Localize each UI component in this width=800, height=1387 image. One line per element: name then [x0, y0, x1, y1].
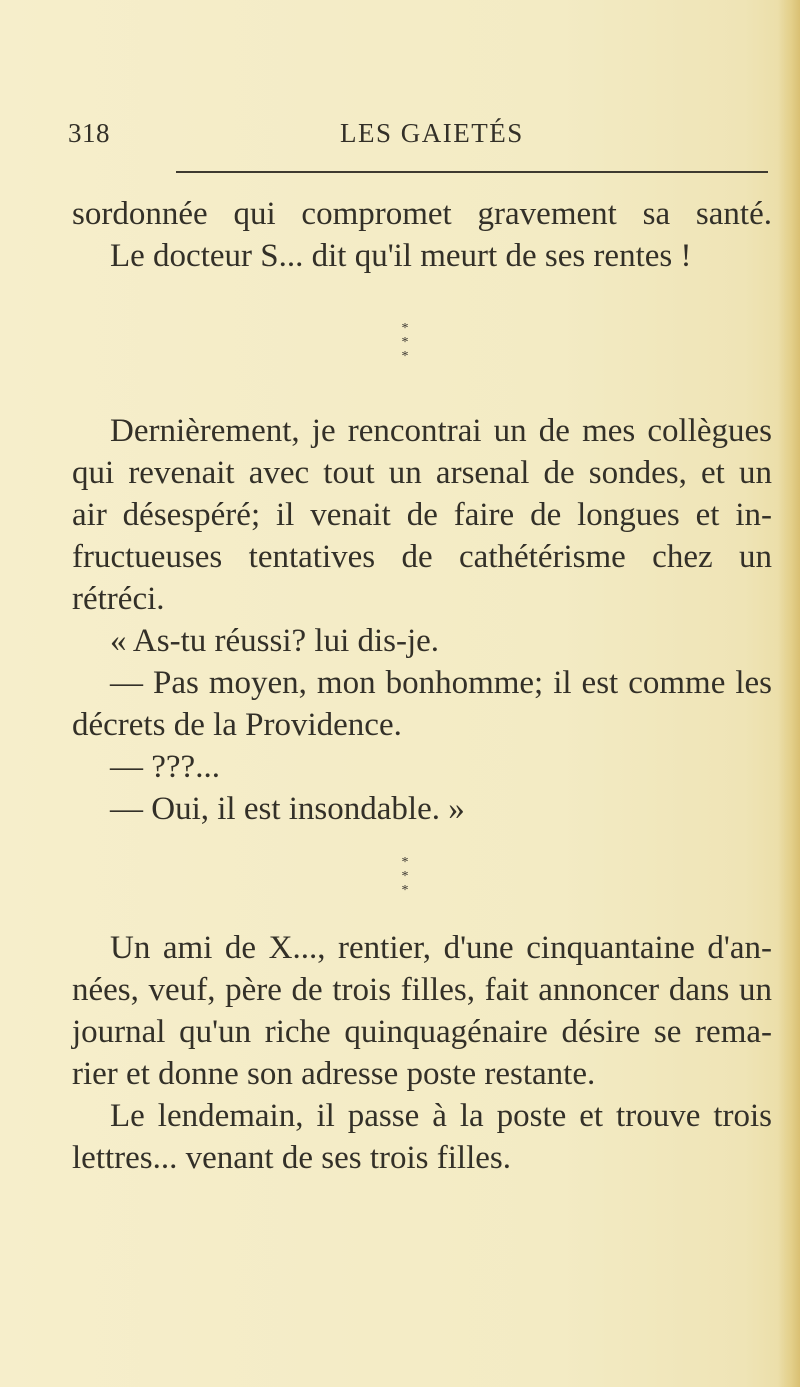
text-line: sordonnée qui compromet gravement sa santé. [72, 196, 772, 232]
paragraph-1 [72, 193, 772, 277]
text-line: Le docteur S... dit qu'il meurt de ses rentes ! [110, 238, 692, 274]
text-line: Dernièrement, je rencontrai un de mes collègues [110, 413, 772, 449]
asterism-separator [380, 322, 430, 364]
text-line: air désespéré; il venait de faire de longues et in- [72, 497, 772, 533]
text-line: journal qu'un riche quinquagénaire désire se rema- [72, 1014, 772, 1050]
text-line: décrets de la Providence. [72, 707, 402, 743]
text-line: — Oui, il est insondable. » [110, 791, 465, 827]
text-line: lettres... venant de ses trois filles. [72, 1140, 511, 1176]
text-line: Un ami de X..., rentier, d'une cinquantaine d'an- [110, 930, 772, 966]
paragraph-3 [72, 927, 772, 1179]
text-line: fructueuses tentatives de cathétérisme chez un [72, 539, 772, 575]
paragraph-2 [72, 410, 772, 830]
text-line: nées, veuf, père de trois filles, fait annoncer dans un [72, 972, 772, 1008]
asterism-top-star: * [401, 321, 409, 336]
asterism-bottom-stars: * * [401, 335, 421, 364]
text-line: rier et donne son adresse poste restante. [72, 1056, 596, 1092]
asterism-separator [380, 856, 430, 898]
text-line: — ???... [110, 749, 220, 785]
text-line: Le lendemain, il passe à la poste et trouve trois [110, 1098, 772, 1134]
running-title: LES GAIETÉS [340, 118, 524, 148]
page-header [68, 118, 768, 158]
page-edge-shadow [778, 0, 800, 1387]
text-line: « As-tu réussi? lui dis-je. [110, 623, 440, 659]
asterism-top-star: * [401, 855, 409, 870]
text-line: — Pas moyen, mon bonhomme; il est comme les [110, 665, 772, 701]
asterism-bottom-stars: * * [401, 869, 421, 898]
text-line: qui revenait avec tout un arsenal de sondes, et un [72, 455, 772, 491]
text-line: rétréci. [72, 581, 165, 617]
header-rule [176, 171, 768, 173]
page-number: 318 [68, 118, 110, 148]
